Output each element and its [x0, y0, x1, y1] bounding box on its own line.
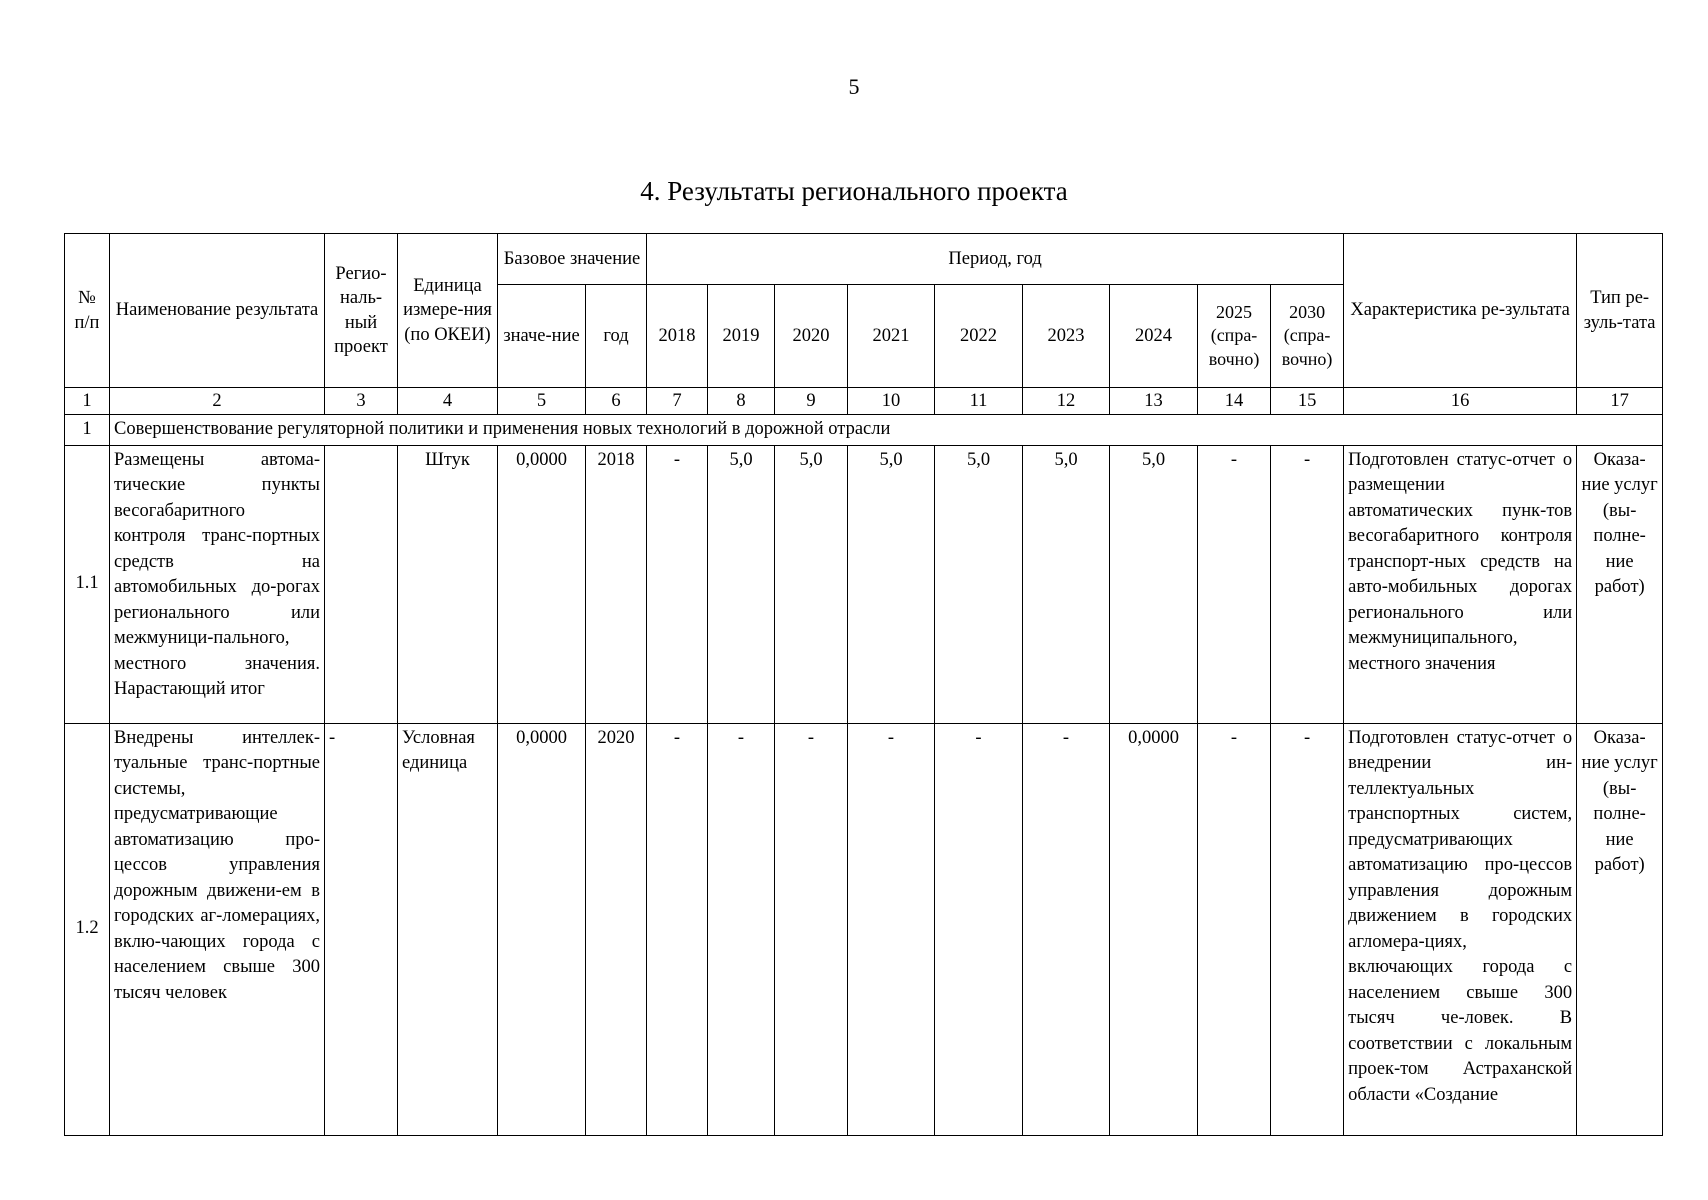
unit-cell: Условная единица — [398, 723, 498, 1135]
base-value-cell: 0,0000 — [498, 445, 586, 723]
year-value-cell: 5,0 — [1023, 445, 1110, 723]
page-number: 5 — [848, 74, 860, 99]
result-type-cell: Оказа-ние услуг (вы-полне-ние работ) — [1577, 445, 1663, 723]
column-number: 3 — [325, 388, 398, 415]
year-value-cell: 5,0 — [1110, 445, 1198, 723]
section-title: 4. Результаты регионального проекта — [640, 176, 1068, 206]
regional-project-cell: - — [325, 723, 398, 1135]
row-number: 1.2 — [65, 723, 110, 1135]
header-row-top — [65, 234, 1663, 285]
header-year: 2020 — [775, 285, 848, 388]
year-value-cell: - — [1198, 723, 1271, 1135]
year-value-cell: - — [1023, 723, 1110, 1135]
header-regional-project: Регио-наль-ный проект — [325, 234, 398, 388]
header-year: 2023 — [1023, 285, 1110, 388]
results-table — [64, 233, 1663, 1136]
year-value-cell: - — [1271, 723, 1344, 1135]
header-year: 2021 — [848, 285, 935, 388]
column-number: 17 — [1577, 388, 1663, 415]
column-number: 7 — [647, 388, 708, 415]
column-number: 9 — [775, 388, 848, 415]
year-value-cell: 5,0 — [708, 445, 775, 723]
base-year-cell: 2020 — [586, 723, 647, 1135]
year-value-cell: - — [935, 723, 1023, 1135]
header-year: 2018 — [647, 285, 708, 388]
year-value-cell: 0,0000 — [1110, 723, 1198, 1135]
header-period: Период, год — [647, 234, 1344, 285]
column-number: 2 — [110, 388, 325, 415]
header-characteristic: Характеристика ре-зультата — [1344, 234, 1577, 388]
header-year: 2024 — [1110, 285, 1198, 388]
column-number: 4 — [398, 388, 498, 415]
column-number: 12 — [1023, 388, 1110, 415]
row-number: 1.1 — [65, 445, 110, 723]
year-value-cell: - — [848, 723, 935, 1135]
year-value-cell: - — [708, 723, 775, 1135]
characteristic-cell: Подготовлен статус-отчет о размещении автоматических пунк-тов весогабаритного контроля транспорт-ных средств на авто-мобильных дорогах регионального или межмуниципального, местного значения — [1344, 445, 1577, 723]
year-value-cell: - — [775, 723, 848, 1135]
year-value-cell: 5,0 — [848, 445, 935, 723]
year-value-cell: 5,0 — [775, 445, 848, 723]
section-number: 1 — [65, 415, 110, 446]
year-value-cell: - — [647, 445, 708, 723]
header-num: № п/п — [65, 234, 110, 388]
result-type-cell: Оказа-ние услуг (вы-полне-ние работ) — [1577, 723, 1663, 1135]
header-name: Наименование результата — [110, 234, 325, 388]
column-number: 1 — [65, 388, 110, 415]
header-unit: Единица измере-ния (по ОКЕИ) — [398, 234, 498, 388]
table-row — [65, 723, 1663, 1135]
header-base-year-sub: год — [586, 285, 647, 388]
base-value-cell: 0,0000 — [498, 723, 586, 1135]
column-number: 5 — [498, 388, 586, 415]
regional-project-cell — [325, 445, 398, 723]
header-base-value-sub: значе-ние — [498, 285, 586, 388]
year-value-cell: - — [647, 723, 708, 1135]
year-value-cell: - — [1271, 445, 1344, 723]
header-base-value: Базовое значение — [498, 234, 647, 285]
column-number: 13 — [1110, 388, 1198, 415]
result-name: Размещены автома-тические пункты весогабаритного контроля транс-портных средств на автомобильных до-рогах регионального или межмуници-пального, местного значения. Нарастающий итог — [110, 445, 325, 723]
header-year: 2019 — [708, 285, 775, 388]
section-row — [65, 415, 1663, 446]
year-value-cell: - — [1198, 445, 1271, 723]
header-type: Тип ре-зуль-тата — [1577, 234, 1663, 388]
characteristic-cell: Подготовлен статус-отчет о внедрении ин-теллектуальных транспортных систем, предусматривающих автоматизацию про-цессов управления дорожным движением в городских агломера-циях, включающих города с населением свыше 300 тысяч че-ловек. В соответствии с локальным проек-том Астраханской области «Создание — [1344, 723, 1577, 1135]
column-number-row — [65, 388, 1663, 415]
column-number: 8 — [708, 388, 775, 415]
column-number: 6 — [586, 388, 647, 415]
header-year: 2022 — [935, 285, 1023, 388]
column-number: 16 — [1344, 388, 1577, 415]
section-heading: Совершенствование регуляторной политики и применения новых технологий в дорожной отрасли — [110, 415, 1663, 446]
year-value-cell: 5,0 — [935, 445, 1023, 723]
base-year-cell: 2018 — [586, 445, 647, 723]
header-year: 2025 (спра-вочно) — [1198, 285, 1271, 388]
unit-cell: Штук — [398, 445, 498, 723]
result-name: Внедрены интеллек-туальные транс-портные системы, предусматривающие автоматизацию про-цессов управления дорожным движени-ем в городских аг-ломерациях, вклю-чающих города с населением свыше 300 тысяч человек — [110, 723, 325, 1135]
table-row — [65, 445, 1663, 723]
header-year: 2030 (спра-вочно) — [1271, 285, 1344, 388]
column-number: 11 — [935, 388, 1023, 415]
column-number: 14 — [1198, 388, 1271, 415]
column-number: 10 — [848, 388, 935, 415]
column-number: 15 — [1271, 388, 1344, 415]
